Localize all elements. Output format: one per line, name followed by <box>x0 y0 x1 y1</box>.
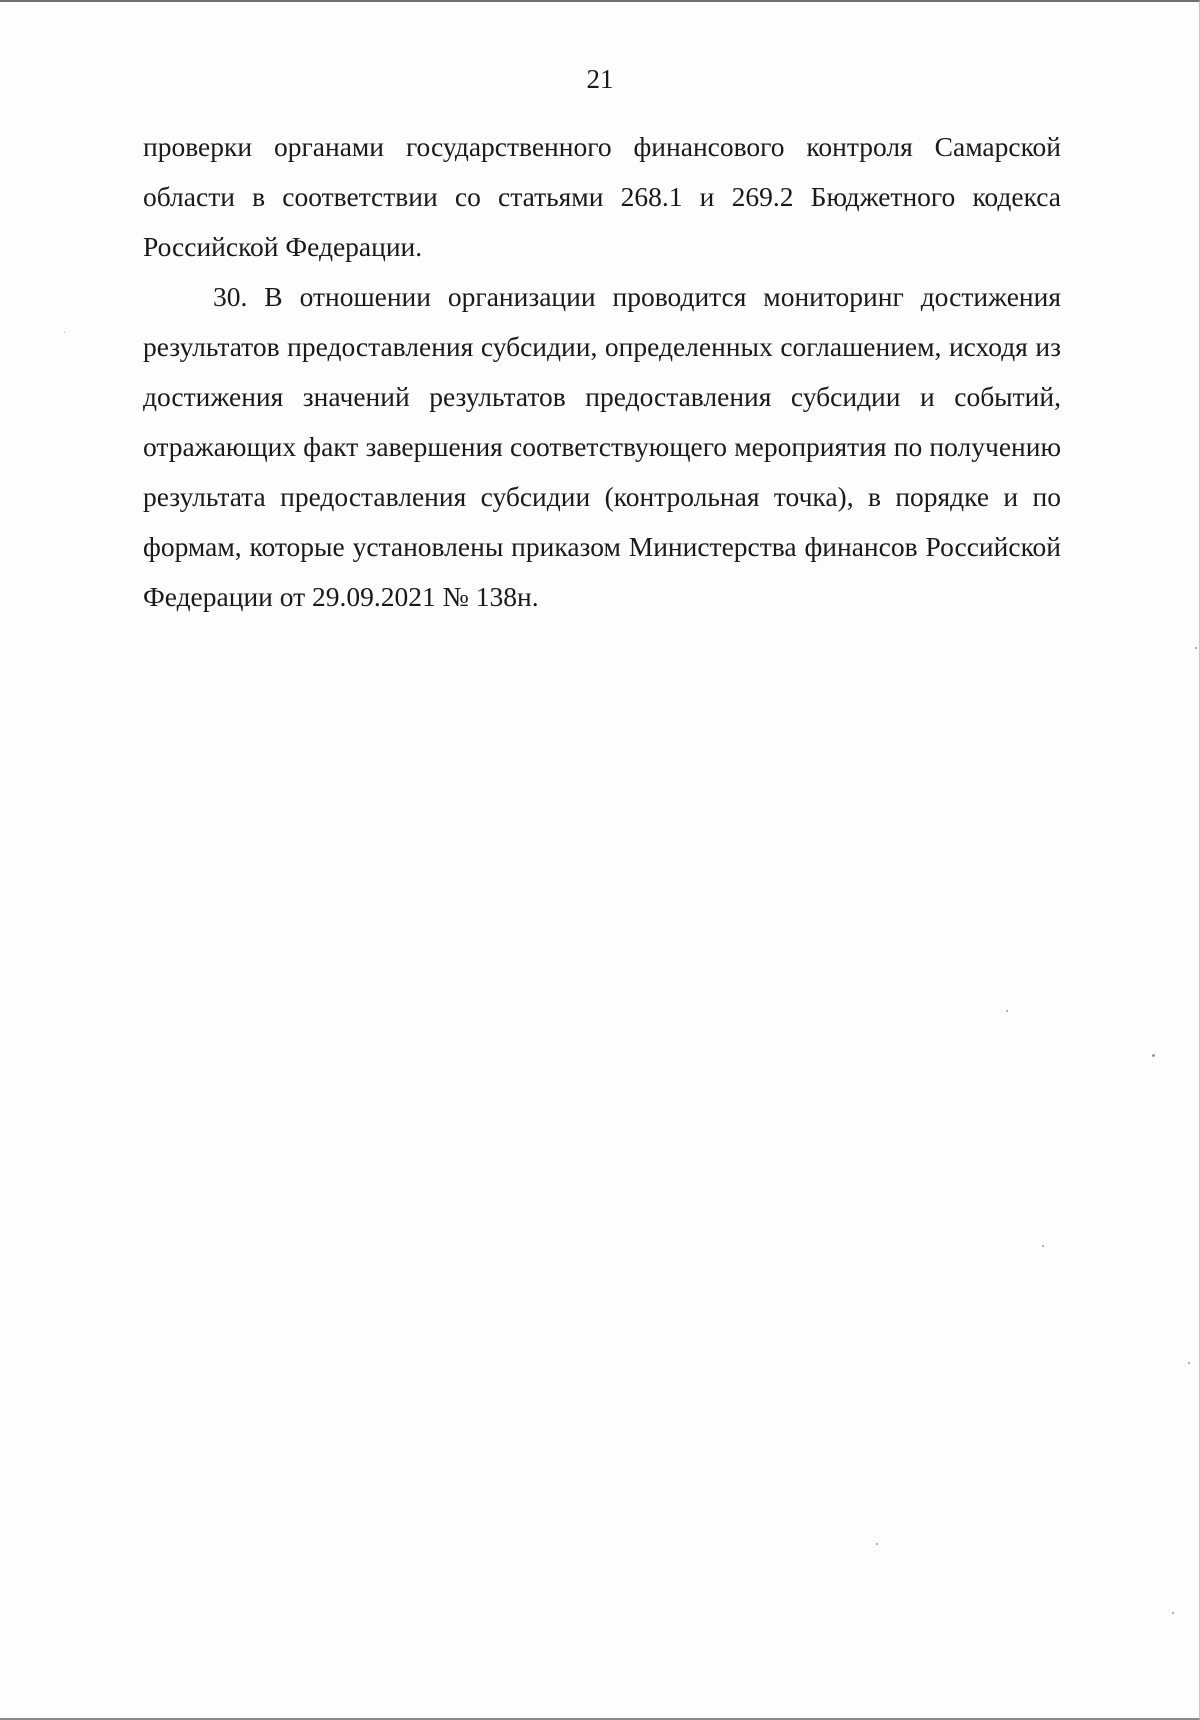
scan-speck <box>1188 1362 1190 1364</box>
document-body <box>143 122 1061 622</box>
scan-speck <box>1152 1054 1155 1057</box>
scan-speck <box>1195 647 1197 649</box>
scan-speck <box>1172 1612 1174 1614</box>
paragraph-continuation: проверки органами государственного финансового контроля Самарской области в соответствии со статьями 268.1 и 269.2 Бюджетного кодекса Российской Федерации. <box>143 131 1061 262</box>
scan-speck <box>1006 1010 1008 1012</box>
page-number: 21 <box>586 64 614 94</box>
paragraph-30: 30. В отношении организации проводится мониторинг достижения результатов предоставления субсидии, определенных соглашением, исходя из достижения значений результатов предоставления субсидии и событий, отражающих факт завершения соответствующего мероприятия по получению результата предоставления субсидии (контрольная точка), в порядке и по формам, которые установлены приказом Министерства финансов Российской Федерации от 29.09.2021 № 138н. <box>143 281 1061 612</box>
scan-speck <box>876 1543 878 1545</box>
scan-speck <box>1042 1245 1044 1247</box>
scan-speck <box>64 332 65 333</box>
